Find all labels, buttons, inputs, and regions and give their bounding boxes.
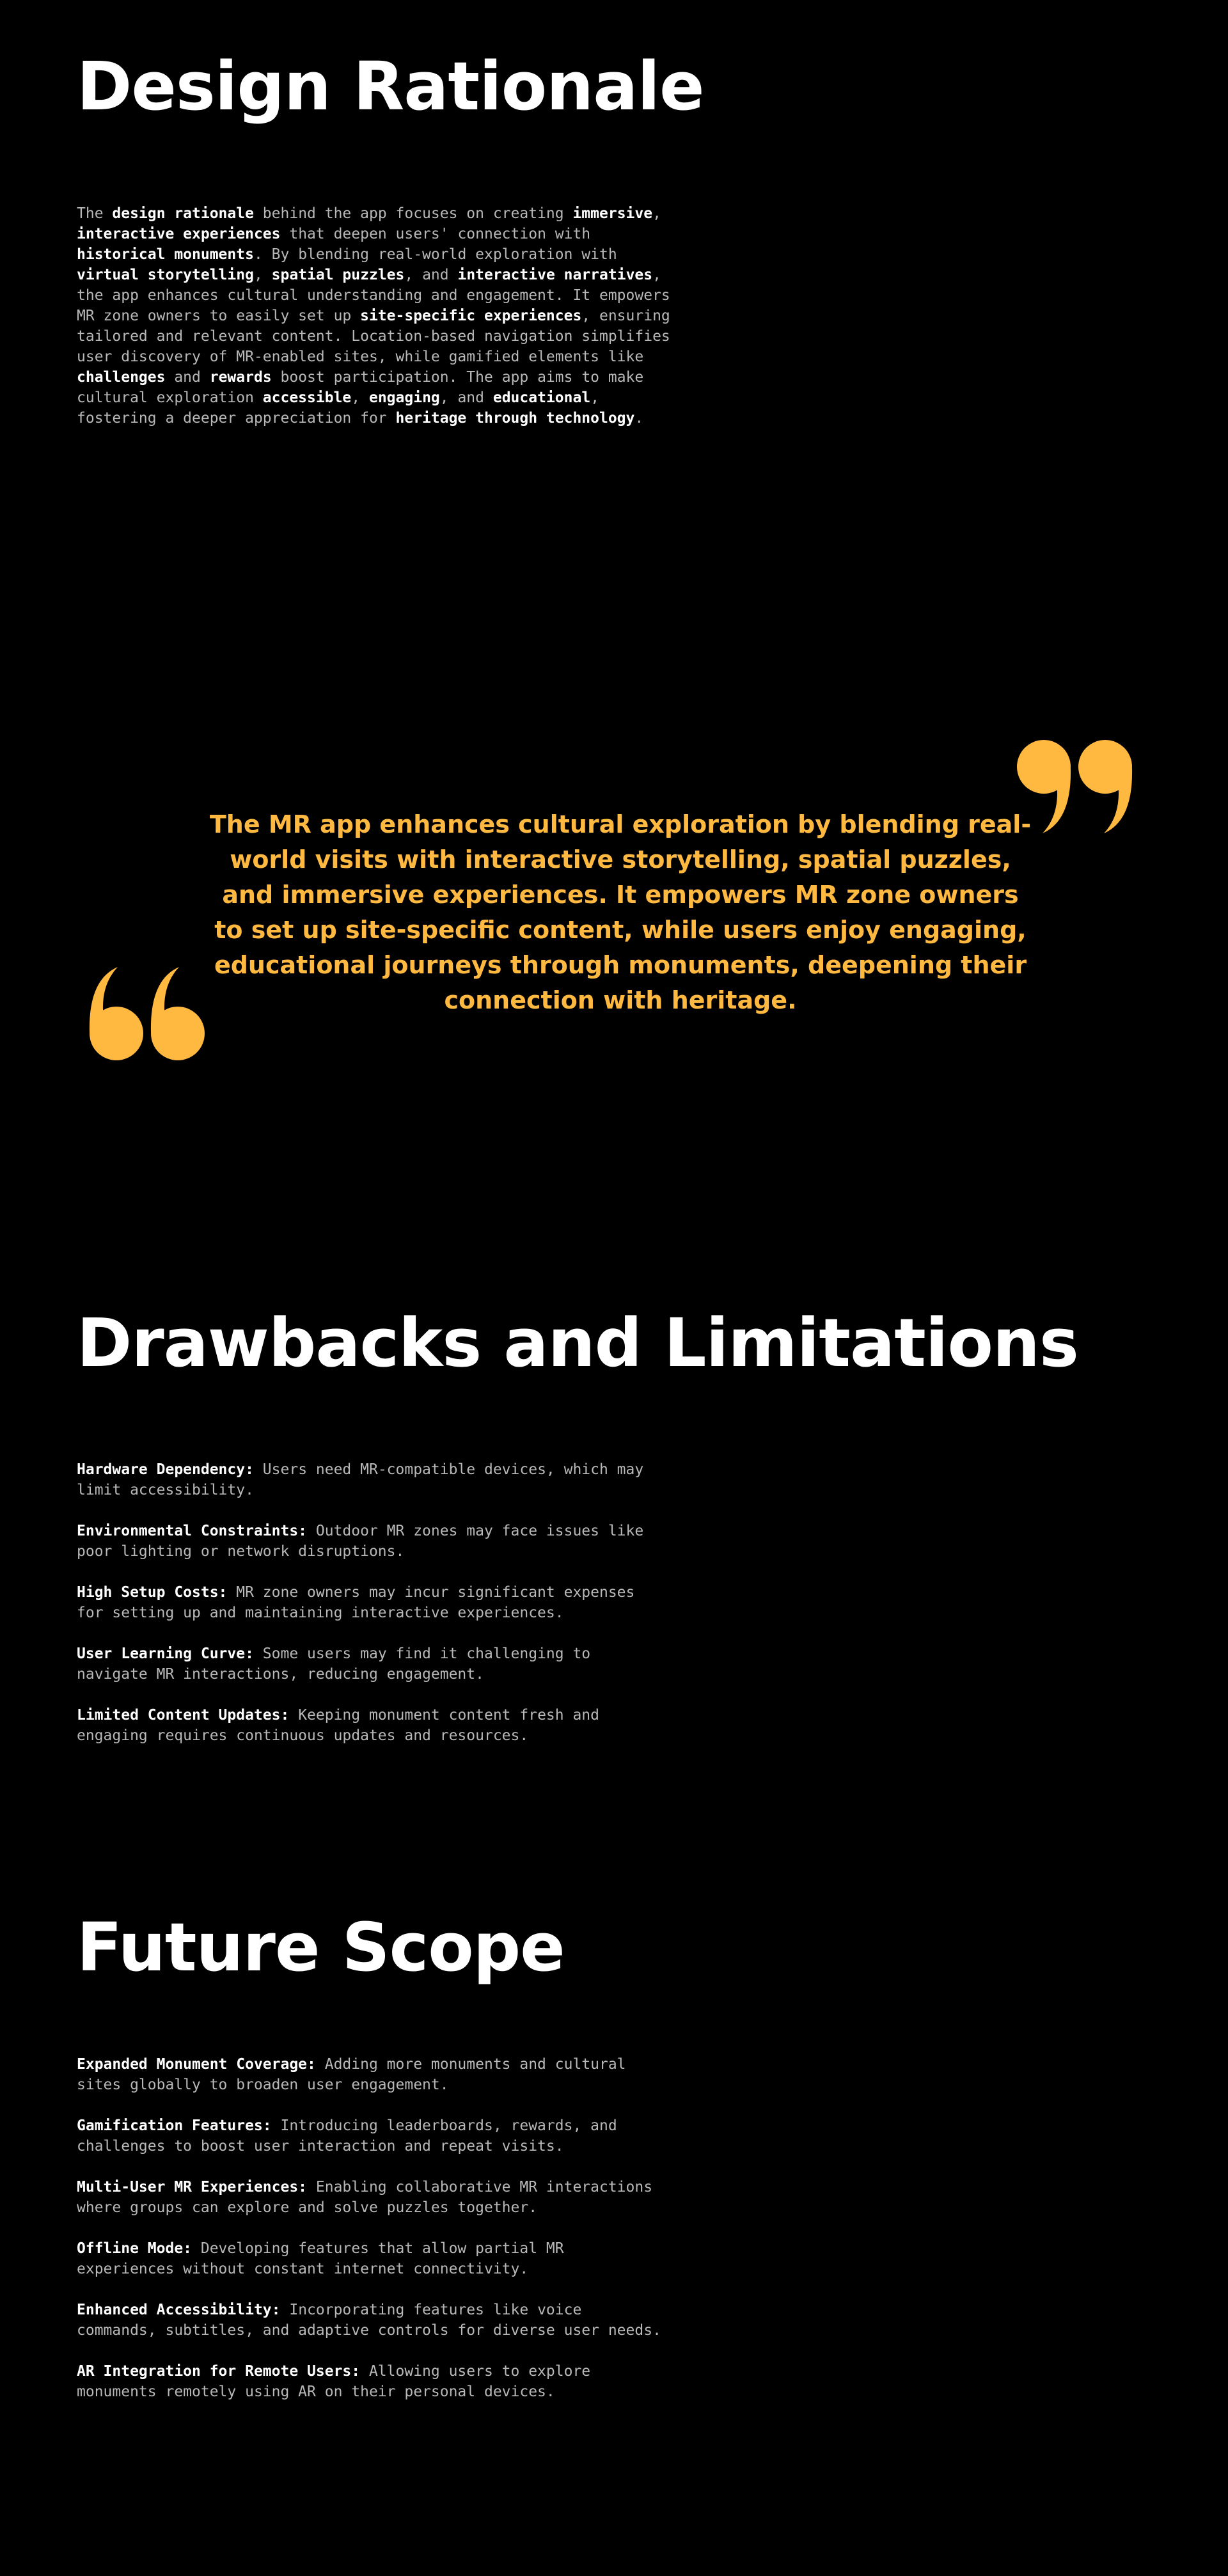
paragraph-text: that deepen users' connection with (280, 226, 591, 242)
design-rationale-paragraph (77, 203, 678, 428)
item-label: Hardware Dependency: (77, 1461, 254, 1478)
paragraph-text: , ensuring tailored and relevant content. Location-based navigation simplifies user discovery of MR-enabled sites, while gamified elements like (77, 308, 670, 365)
item-label: Multi-User MR Experiences: (77, 2179, 308, 2195)
emphasis-text: virtual storytelling (77, 267, 254, 283)
emphasis-text: interactive experiences (77, 226, 281, 242)
opening-quote-icon (83, 966, 211, 1062)
paragraph-text: , (652, 205, 661, 222)
list-item (77, 2361, 665, 2402)
paragraph-text: The (77, 205, 113, 222)
paragraph-text: . By blending real-world exploration with (253, 246, 617, 263)
item-text: MR zone owners may incur significant expenses for setting up and maintaining interactive experiences. (77, 1584, 635, 1621)
item-text: Introducing leaderboards, rewards, and challenges to boost user interaction and repeat visits. (77, 2117, 617, 2155)
emphasis-text: challenges (77, 369, 166, 386)
item-text: Allowing users to explore monuments remotely using AR on their personal devices. (77, 2363, 591, 2400)
emphasis-text: heritage through technology (395, 410, 635, 427)
item-text: Adding more monuments and cultural sites globally to broaden user engagement. (77, 2056, 626, 2093)
list-item (77, 2054, 665, 2095)
paragraph-text: , and (439, 389, 493, 406)
list-item (77, 1705, 665, 1746)
list-item (77, 1582, 665, 1623)
emphasis-text: interactive narratives (457, 267, 653, 283)
highlight-quote: The MR app enhances cultural exploration by blending real-world visits with interactive storytelling, spatial puzzles, and immersive experiences. It empowers MR zone owners to set up site-specific content, while users enjoy engaging, educational journeys through monuments, deepening their connection with heritage. (209, 810, 1032, 1014)
emphasis-text: rewards (209, 369, 272, 386)
item-label: AR Integration for Remote Users: (77, 2363, 361, 2380)
list-item (77, 1459, 665, 1500)
emphasis-text: immersive (572, 205, 653, 222)
paragraph-text: behind the app focuses on creating (253, 205, 573, 222)
list-item (77, 1521, 665, 1562)
paragraph-text: , the app enhances cultural understanding and engagement. It empowers MR zone owners to easily set up (77, 267, 670, 324)
item-label: Offline Mode: (77, 2240, 193, 2257)
paragraph-text: boost participation. The app aims to make cultural exploration (77, 369, 644, 406)
design-rationale-title: Design Rationale (77, 47, 704, 125)
item-label: Enhanced Accessibility: (77, 2302, 281, 2318)
list-item (77, 2116, 665, 2156)
paragraph-text: . (634, 410, 644, 427)
paragraph-text: , fostering a deeper appreciation for (77, 389, 600, 427)
list-item (77, 2238, 665, 2279)
paragraph-text: and (165, 369, 210, 386)
paragraph-text: , and (404, 267, 458, 283)
emphasis-text: site-specific experiences (360, 308, 582, 324)
item-text: Keeping monument content fresh and engaging requires continuous updates and resources. (77, 1707, 599, 1744)
paragraph-text: , (351, 389, 369, 406)
paragraph-text: , (253, 267, 272, 283)
item-label: Gamification Features: (77, 2117, 272, 2134)
item-label: User Learning Curve: (77, 1645, 254, 1662)
emphasis-text: spatial puzzles (271, 267, 405, 283)
item-text: Outdoor MR zones may face issues like poor lighting or network disruptions. (77, 1523, 644, 1560)
item-text: Developing features that allow partial MR experiences without constant internet connectivity. (77, 2240, 564, 2277)
item-label: Limited Content Updates: (77, 1707, 290, 1724)
item-label: Expanded Monument Coverage: (77, 2056, 316, 2073)
list-item (77, 1644, 665, 1685)
emphasis-text: educational (492, 389, 591, 406)
drawbacks-list (77, 1459, 665, 1766)
drawbacks-title: Drawbacks and Limitations (77, 1304, 1078, 1382)
item-label: Environmental Constraints: (77, 1523, 308, 1539)
list-item (77, 2300, 665, 2341)
future-scope-list (77, 2054, 665, 2423)
future-scope-title: Future Scope (77, 1908, 565, 1986)
item-label: High Setup Costs: (77, 1584, 228, 1601)
emphasis-text: design rationale (112, 205, 254, 222)
emphasis-text: engaging (368, 389, 440, 406)
item-text: Incorporating features like voice commands, subtitles, and adaptive controls for diverse user needs. (77, 2302, 661, 2339)
item-text: Some users may find it challenging to navigate MR interactions, reducing engagement. (77, 1645, 591, 1683)
emphasis-text: accessible (262, 389, 352, 406)
item-text: Enabling collaborative MR interactions where groups can explore and solve puzzles together. (77, 2179, 653, 2216)
emphasis-text: historical monuments (77, 246, 254, 263)
item-text: Users need MR-compatible devices, which may limit accessibility. (77, 1461, 644, 1498)
list-item (77, 2177, 665, 2218)
